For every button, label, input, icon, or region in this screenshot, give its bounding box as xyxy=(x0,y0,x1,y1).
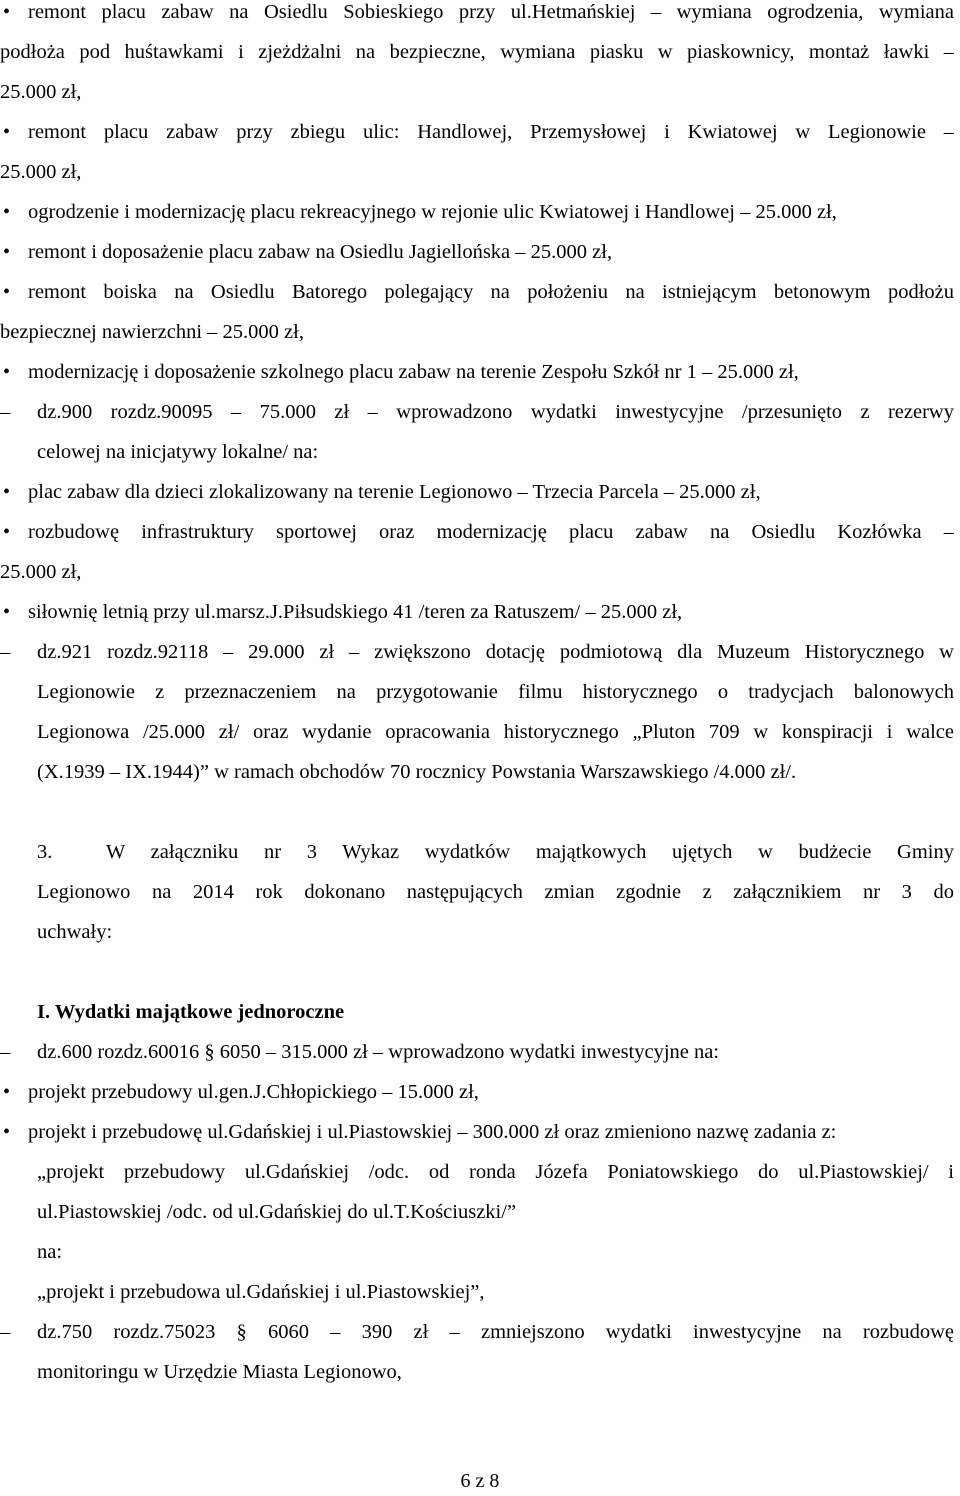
bullet-marker: • xyxy=(3,201,11,223)
line-text: dz.921 rozdz.92118 – 29.000 zł – zwiększono dotację podmiotową dla Muzeum Historycznego w xyxy=(37,641,954,663)
text-line xyxy=(0,1272,960,1312)
line-text: „projekt przebudowy ul.Gdańskiej /odc. od ronda Józefa Poniatowskiego do ul.Piastowskiej/ i xyxy=(37,1161,954,1183)
line-text: bezpiecznej nawierzchni – 25.000 zł, xyxy=(0,321,304,343)
bullet-marker: • xyxy=(3,481,11,503)
text-line xyxy=(0,232,960,272)
line-text: remont i doposażenie placu zabaw na Osiedlu Jagiellońska – 25.000 zł, xyxy=(28,241,613,263)
line-text: remont placu zabaw na Osiedlu Sobieskiego przy ul.Hetmańskiej – wymiana ogrodzenia, wymiana xyxy=(28,1,954,23)
line-text: Legionowie z przeznaczeniem na przygotowanie filmu historycznego o tradycjach balonowych xyxy=(37,681,954,703)
line-text: rozbudowę infrastruktury sportowej oraz modernizację placu zabaw na Osiedlu Kozłówka – xyxy=(28,521,954,543)
text-line xyxy=(0,432,960,472)
text-line xyxy=(0,712,960,752)
line-text: dz.600 rozdz.60016 § 6050 – 315.000 zł – wprowadzono wydatki inwestycyjne na: xyxy=(37,1041,720,1063)
line-text: dz.750 rozdz.75023 § 6060 – 390 zł – zmniejszono wydatki inwestycyjne na rozbudowę xyxy=(37,1321,954,1343)
text-line xyxy=(0,872,960,912)
section-heading-line xyxy=(0,832,960,872)
line-text: siłownię letnią przy ul.marsz.J.Piłsudskiego 41 /teren za Ratuszem/ – 25.000 zł, xyxy=(28,601,683,623)
text-line xyxy=(0,552,960,592)
text-line xyxy=(0,912,960,952)
text-line xyxy=(0,152,960,192)
text-line xyxy=(0,192,960,232)
page-number: 6 z 8 xyxy=(460,1470,500,1492)
text-line xyxy=(0,32,960,72)
subsection-title xyxy=(0,992,960,1032)
line-text: projekt i przebudowę ul.Gdańskiej i ul.Piastowskiej – 300.000 zł oraz zmieniono nazwę zadania z: xyxy=(28,1121,837,1143)
line-text: plac zabaw dla dzieci zlokalizowany na terenie Legionowo – Trzecia Parcela – 25.000 zł, xyxy=(28,481,761,503)
line-text: podłoża pod huśtawkami i zjeżdżalni na bezpieczne, wymiana piasku w piaskownicy, montaż ławki – xyxy=(0,41,954,63)
dash-marker: – xyxy=(0,1041,11,1063)
text-line xyxy=(0,512,960,552)
line-text: modernizację i doposażenie szkolnego placu zabaw na terenie Zespołu Szkół nr 1 – 25.000 zł, xyxy=(28,361,799,383)
line-text: uchwały: xyxy=(37,921,113,943)
line-text: na: xyxy=(37,1241,63,1263)
text-line xyxy=(0,1192,960,1232)
bullet-marker: • xyxy=(3,521,11,543)
text-line xyxy=(0,72,960,112)
line-text: (X.1939 – IX.1944)” w ramach obchodów 70 rocznicy Powstania Warszawskiego /4.000 zł/. xyxy=(37,761,797,783)
text-line xyxy=(0,472,960,512)
bullet-marker: • xyxy=(3,1121,11,1143)
line-text: 25.000 zł, xyxy=(0,161,82,183)
text-line xyxy=(0,352,960,392)
line-text: Legionowa /25.000 zł/ oraz wydanie opracowania historycznego „Pluton 709 w konspiracji i walce xyxy=(37,721,954,743)
line-text: projekt przebudowy ul.gen.J.Chłopickiego – 15.000 zł, xyxy=(28,1081,479,1103)
text-line xyxy=(0,392,960,432)
dash-marker: – xyxy=(0,401,11,423)
text-line xyxy=(0,752,960,792)
dash-marker: – xyxy=(0,1321,11,1343)
line-text: 25.000 zł, xyxy=(0,81,82,103)
text-line xyxy=(0,1112,960,1152)
line-text: remont boiska na Osiedlu Batorego polegający na położeniu na istniejącym betonowym podłożu xyxy=(28,281,954,303)
text-line xyxy=(0,1072,960,1112)
section-number: 3. xyxy=(37,841,53,863)
subsection-title-text: I. Wydatki majątkowe jednoroczne xyxy=(37,1001,345,1023)
text-line xyxy=(0,1232,960,1272)
bullet-marker: • xyxy=(3,601,11,623)
text-line xyxy=(0,1032,960,1072)
bullet-marker: • xyxy=(3,121,11,143)
line-text: ogrodzenie i modernizację placu rekreacyjnego w rejonie ulic Kwiatowej i Handlowej – 25.000 zł, xyxy=(28,201,837,223)
text-line xyxy=(0,632,960,672)
dash-marker: – xyxy=(0,641,11,663)
line-text: W załączniku nr 3 Wykaz wydatków majątkowych ujętych w budżecie Gminy xyxy=(106,841,954,863)
bullet-marker: • xyxy=(3,1081,11,1103)
text-line xyxy=(0,1312,960,1352)
text-line xyxy=(0,672,960,712)
line-text: ul.Piastowskiej /odc. od ul.Gdańskiej do ul.T.Kościuszki/” xyxy=(37,1201,517,1223)
text-line xyxy=(0,272,960,312)
text-line xyxy=(0,312,960,352)
bullet-marker: • xyxy=(3,281,11,303)
bullet-marker: • xyxy=(3,1,11,23)
text-line xyxy=(0,1152,960,1192)
text-line xyxy=(0,1352,960,1392)
text-line xyxy=(0,112,960,152)
bullet-marker: • xyxy=(3,361,11,383)
bullet-marker: • xyxy=(3,241,11,263)
line-text: remont placu zabaw przy zbiegu ulic: Handlowej, Przemysłowej i Kwiatowej w Legionowie – xyxy=(28,121,954,143)
line-text: dz.900 rozdz.90095 – 75.000 zł – wprowadzono wydatki inwestycyjne /przesunięto z rezerwy xyxy=(37,401,954,423)
line-text: 25.000 zł, xyxy=(0,561,82,583)
line-text: Legionowo na 2014 rok dokonano następujących zmian zgodnie z załącznikiem nr 3 do xyxy=(37,881,954,903)
line-text: monitoringu w Urzędzie Miasta Legionowo, xyxy=(37,1361,402,1383)
line-text: celowej na inicjatywy lokalne/ na: xyxy=(37,441,319,463)
line-text: „projekt i przebudowa ul.Gdańskiej i ul.Piastowskiej”, xyxy=(37,1281,485,1303)
text-line xyxy=(0,592,960,632)
text-line xyxy=(0,0,960,32)
